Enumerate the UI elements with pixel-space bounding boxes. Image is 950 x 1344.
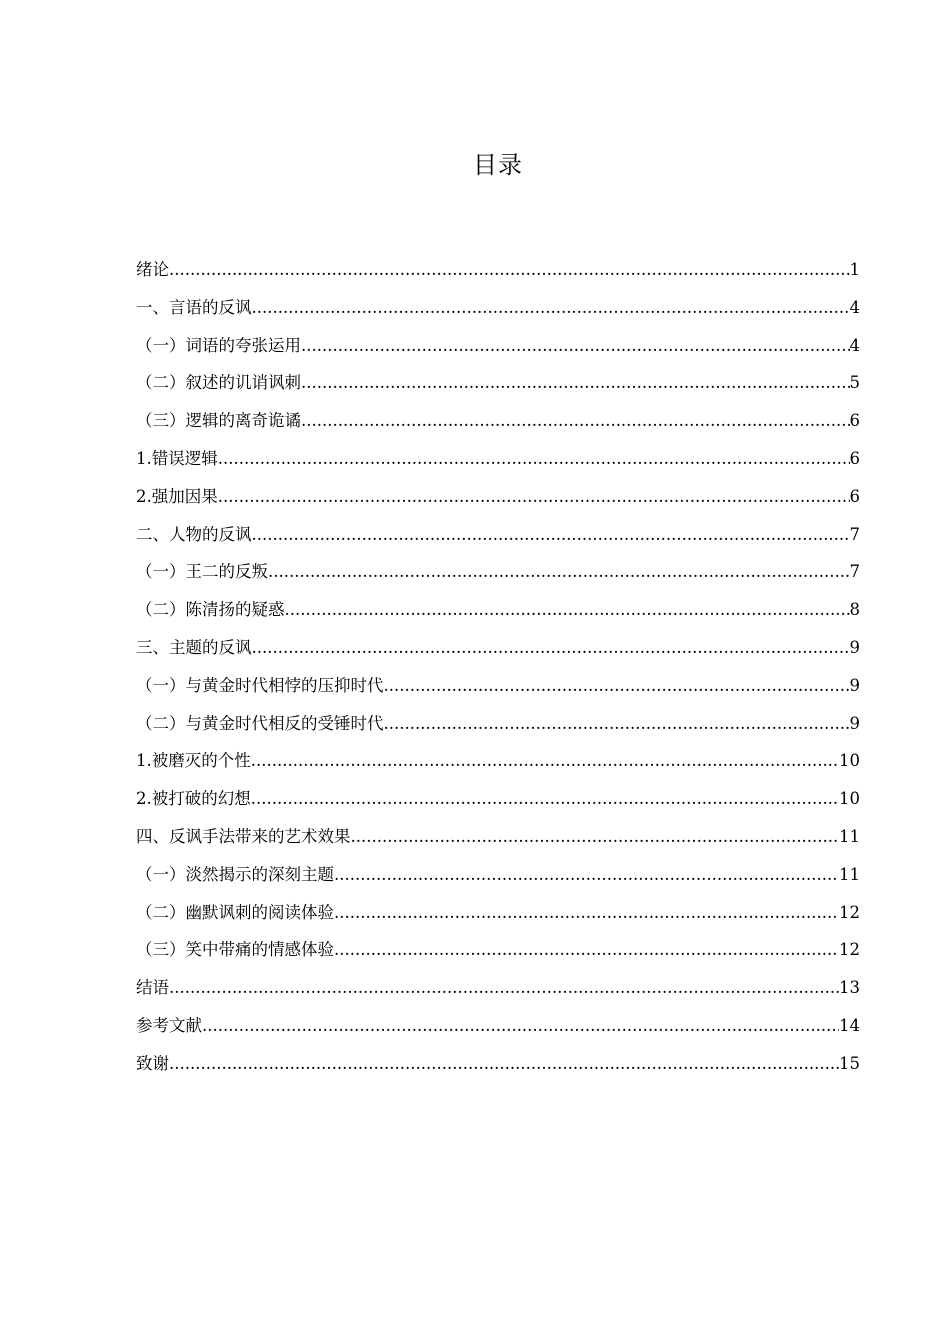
toc-entry[interactable]: [136, 480, 860, 518]
toc-entry[interactable]: [136, 896, 860, 934]
toc-entry[interactable]: [136, 291, 860, 329]
toc-dot-leader: [202, 1009, 839, 1042]
toc-dot-leader: [169, 253, 850, 286]
toc-dot-leader: [301, 366, 850, 399]
toc-entry-page: 1: [849, 260, 860, 279]
toc-entry-page: 15: [839, 1053, 860, 1073]
toc-entry-label: 三、主题的反讽: [136, 637, 252, 657]
toc-title: 目录: [473, 151, 523, 179]
toc-entry[interactable]: [136, 631, 860, 669]
toc-dot-leader: [334, 858, 839, 891]
toc-entry-label: 1.被磨灭的个性: [136, 751, 251, 771]
toc-dot-leader: [251, 782, 839, 815]
toc-entry[interactable]: [136, 669, 860, 707]
toc-entry-label: 一、言语的反讽: [136, 297, 252, 317]
toc-entry-label: 2.被打破的幻想: [136, 789, 251, 809]
toc-entry-page: 11: [839, 864, 860, 884]
toc-entry-label: 绪论: [136, 260, 169, 279]
toc-entry-label: 二、人物的反讽: [136, 524, 252, 544]
toc-dot-leader: [252, 631, 850, 664]
toc-entry-page: 9: [849, 675, 860, 695]
toc-entry[interactable]: [136, 820, 860, 858]
toc-entry[interactable]: [136, 1009, 860, 1047]
toc-entry[interactable]: [136, 971, 860, 1009]
toc-entry[interactable]: [136, 442, 860, 480]
toc-dot-leader: [334, 933, 839, 966]
toc-dot-leader: [169, 971, 839, 1004]
toc-entry-page: 7: [849, 524, 860, 544]
toc-entry[interactable]: [136, 1047, 860, 1085]
toc-entry-label: （一）淡然揭示的深刻主题: [136, 864, 334, 884]
toc-entry-label: 结语: [136, 978, 169, 998]
toc-dot-leader: [301, 404, 850, 437]
toc-entry-page: 6: [849, 411, 860, 431]
toc-entry-page: 8: [849, 600, 860, 620]
toc-entry-label: （三）逻辑的离奇诡谲: [136, 411, 301, 431]
toc-dot-leader: [218, 480, 850, 513]
toc-entry[interactable]: [136, 858, 860, 896]
toc-dot-leader: [218, 442, 850, 475]
toc-entry[interactable]: [136, 253, 860, 291]
toc-entry-label: 致谢: [136, 1053, 169, 1073]
toc-entry[interactable]: [136, 329, 860, 367]
toc-entry-label: 1.错误逻辑: [136, 448, 218, 468]
toc-dot-leader: [384, 707, 850, 740]
toc-entry-page: 11: [839, 826, 860, 846]
toc-entry-page: 5: [849, 373, 860, 393]
toc-entry[interactable]: [136, 593, 860, 631]
toc-entry-label: （二）与黄金时代相反的受锤时代: [136, 713, 384, 733]
toc-entry-page: 13: [839, 978, 860, 998]
toc-entry-label: 2.强加因果: [136, 486, 218, 506]
toc-entry[interactable]: [136, 782, 860, 820]
toc-entry[interactable]: [136, 366, 860, 404]
toc-entry[interactable]: [136, 744, 860, 782]
toc-entry-page: 7: [849, 562, 860, 582]
toc-entry[interactable]: [136, 555, 860, 593]
toc-dot-leader: [301, 329, 850, 362]
toc-entry-page: 10: [839, 751, 860, 771]
toc-dot-leader: [351, 820, 840, 853]
toc-entry-page: 6: [849, 448, 860, 468]
toc-entry-label: （二）幽默讽刺的阅读体验: [136, 902, 334, 922]
toc-entry-page: 12: [839, 940, 860, 960]
toc-entry[interactable]: [136, 707, 860, 745]
toc-entry-label: 四、反讽手法带来的艺术效果: [136, 826, 351, 846]
toc-dot-leader: [252, 518, 850, 551]
toc-entry-label: （一）词语的夸张运用: [136, 335, 301, 355]
toc-entry-label: （二）叙述的讥诮讽刺: [136, 373, 301, 393]
table-of-contents: [136, 253, 860, 1085]
toc-dot-leader: [169, 1047, 839, 1080]
toc-dot-leader: [252, 291, 850, 324]
toc-entry-page: 9: [849, 713, 860, 733]
toc-entry-label: 参考文献: [136, 1015, 202, 1035]
toc-entry-page: 6: [849, 486, 860, 506]
toc-entry-label: （三）笑中带痛的情感体验: [136, 940, 334, 960]
toc-entry[interactable]: [136, 933, 860, 971]
toc-dot-leader: [268, 555, 850, 588]
toc-entry-page: 9: [849, 637, 860, 657]
toc-dot-leader: [285, 593, 850, 626]
toc-entry-page: 4: [849, 297, 860, 317]
toc-entry-label: （一）王二的反叛: [136, 562, 268, 582]
toc-dot-leader: [251, 744, 839, 777]
toc-entry-label: （一）与黄金时代相悖的压抑时代: [136, 675, 384, 695]
toc-entry-page: 12: [839, 902, 860, 922]
toc-entry-page: 4: [849, 335, 860, 355]
toc-entry[interactable]: [136, 518, 860, 556]
toc-dot-leader: [384, 669, 850, 702]
toc-entry-page: 10: [839, 789, 860, 809]
toc-entry[interactable]: [136, 404, 860, 442]
toc-entry-page: 14: [839, 1015, 860, 1035]
toc-dot-leader: [334, 896, 839, 929]
toc-entry-label: （二）陈清扬的疑惑: [136, 600, 285, 620]
